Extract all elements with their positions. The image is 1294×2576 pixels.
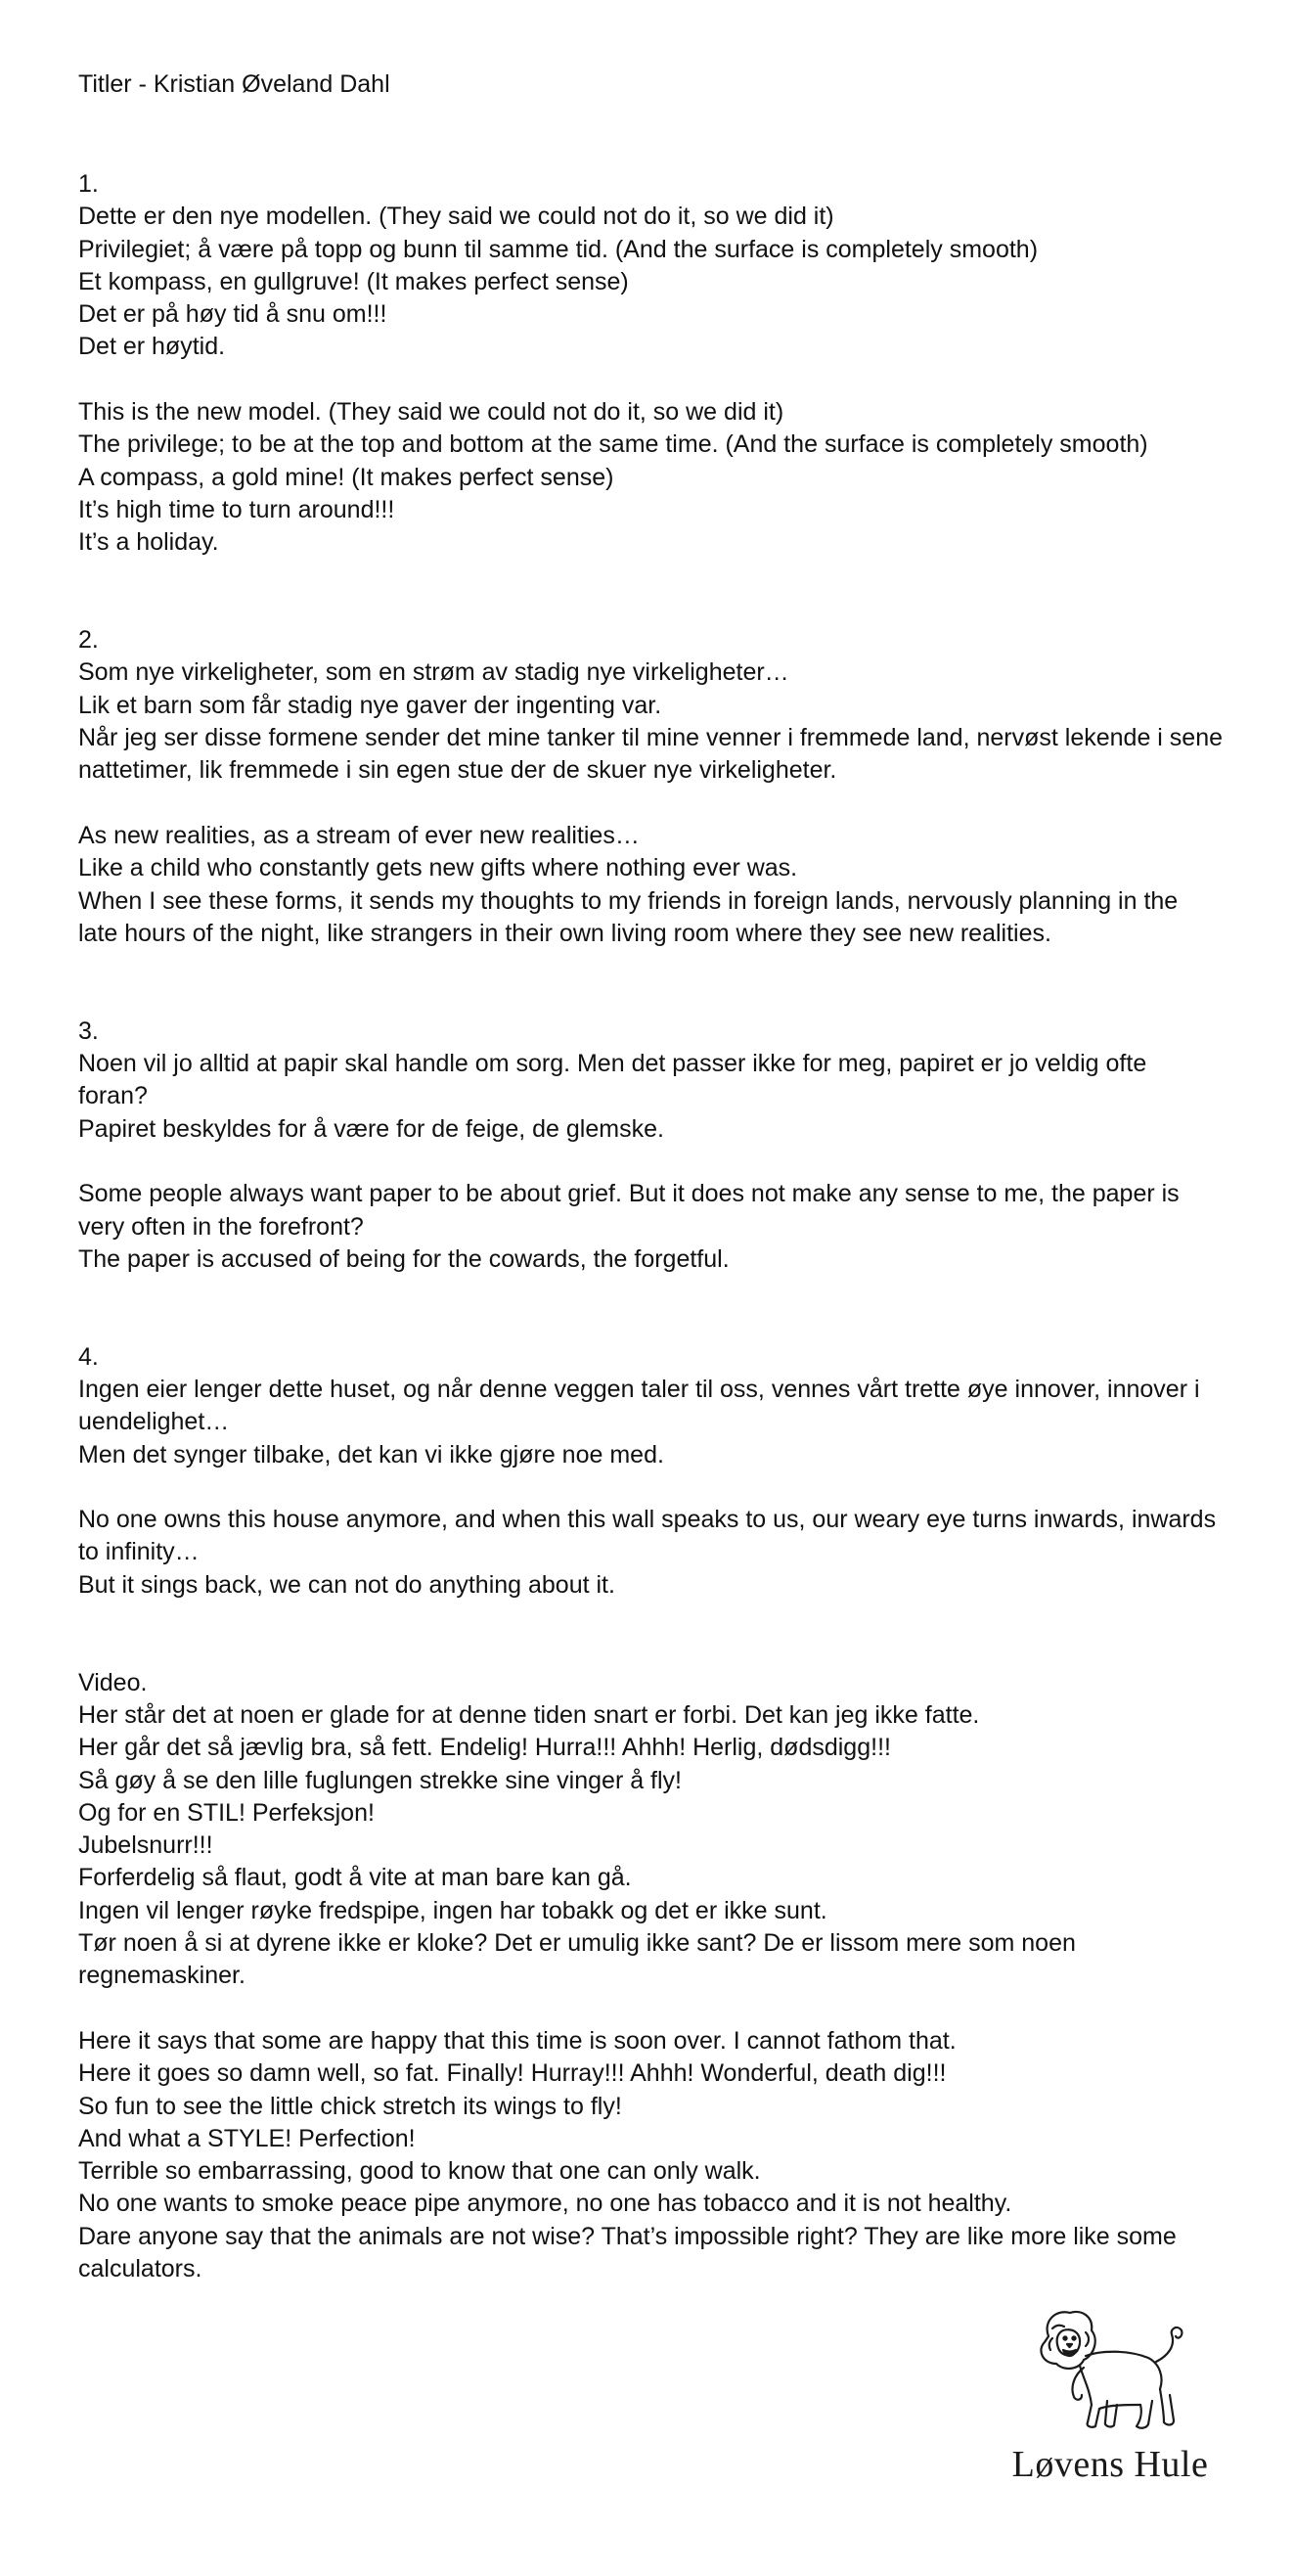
paragraph-norwegian [78, 201, 1223, 363]
text-line: Men det synger tilbake, det kan vi ikke gjøre noe med. [78, 1440, 664, 1469]
text-line: Here it says that some are happy that this time is soon over. I cannot fathom that. [78, 2026, 957, 2055]
paragraph-norwegian [78, 656, 1223, 787]
text-section [78, 1667, 1223, 2286]
text-line: As new realities, as a stream of ever new realities… [78, 821, 640, 849]
text-line: No one wants to smoke peace pipe anymore, no one has tobacco and it is not healthy. [78, 2190, 1012, 2218]
paragraph-norwegian [78, 1699, 1223, 1993]
text-line: Some people always want paper to be about grief. But it does not make any sense to me, the paper is very often in the forefront? [78, 1180, 1180, 1241]
text-line: When I see these forms, it sends my thoughts to my friends in foreign lands, nervously planning in the late hours of the night, like strangers in their own living room where they see new realities. [78, 886, 1179, 947]
paragraph-english [78, 1178, 1223, 1276]
text-line: Privilegiet; å være på topp og bunn til samme tid. (And the surface is completely smooth) [78, 235, 1039, 263]
paragraph-english [78, 2025, 1223, 2285]
text-line: Et kompass, en gullgruve! (It makes perfect sense) [78, 267, 629, 295]
text-line: Ingen vil lenger røyke fredspipe, ingen har tobakk og det er ikke sunt. [78, 1896, 827, 1924]
text-line: Jubelsnurr!!! [78, 1831, 213, 1860]
text-line: Lik et barn som får stadig nye gaver der ingenting var. [78, 691, 662, 719]
paragraph-norwegian [78, 1374, 1223, 1471]
text-line: And what a STYLE! Perfection! [78, 2124, 416, 2152]
lion-icon [1031, 2307, 1187, 2434]
text-line: Så gøy å se den lille fuglungen strekke sine vinger å fly! [78, 1766, 683, 1794]
text-line: Noen vil jo alltid at papir skal handle om sorg. Men det passer ikke for meg, papiret er jo veldig ofte foran? [78, 1050, 1147, 1110]
section-number: 2. [78, 626, 99, 655]
text-line: Når jeg ser disse formene sender det mine tanker til mine venner i fremmede land, nervøst lekende i sene nattetimer, lik fremmede i sin egen stue der de skuer nye virkeligheter. [78, 724, 1224, 785]
text-line: Forferdelig så flaut, godt å vite at man bare kan gå. [78, 1864, 632, 1892]
section-number: 3. [78, 1017, 99, 1045]
section-paragraphs [78, 656, 1223, 950]
text-line: Her står det at noen er glade for at denne tiden snart er forbi. Det kan jeg ikke fatte. [78, 1700, 980, 1729]
document-title: Titler - Kristian Øveland Dahl [78, 70, 390, 98]
text-line: The privilege; to be at the top and bottom at the same time. (And the surface is completely smooth) [78, 430, 1148, 459]
section-paragraphs [78, 1048, 1223, 1276]
text-line: The paper is accused of being for the cowards, the forgetful. [78, 1244, 730, 1273]
text-line: But it sings back, we can not do anything about it. [78, 1570, 615, 1599]
text-line: Here it goes so damn well, so fat. Finally! Hurray!!! Ahhh! Wonderful, death dig!!! [78, 2059, 947, 2088]
paragraph-english [78, 820, 1223, 950]
section-paragraphs [78, 1374, 1223, 1602]
logo [988, 2307, 1232, 2512]
document-body [78, 168, 1223, 2351]
text-line: No one owns this house anymore, and when this wall speaks to us, our weary eye turns inwards, inwards to infinity… [78, 1506, 1217, 1566]
section-number: 1. [78, 170, 99, 198]
text-section [78, 1341, 1223, 1602]
text-line: Og for en STIL! Perfeksjon! [78, 1798, 375, 1827]
text-line: Dare anyone say that the animals are not wise? That’s impossible right? They are like more like some calculators. [78, 2222, 1177, 2282]
text-line: This is the new model. (They said we could not do it, so we did it) [78, 398, 784, 427]
paragraph-english [78, 1504, 1223, 1602]
text-line: Like a child who constantly gets new gifts where nothing ever was. [78, 854, 798, 882]
text-line: Papiret beskyldes for å være for de feige, de glemske. [78, 1114, 664, 1143]
text-line: Som nye virkeligheter, som en strøm av stadig nye virkeligheter… [78, 658, 789, 687]
text-line: A compass, a gold mine! (It makes perfect sense) [78, 463, 614, 491]
text-line: Ingen eier lenger dette huset, og når denne veggen taler til oss, vennes vårt trette øye innover, innover i uendelighet… [78, 1375, 1200, 1436]
text-line: Her går det så jævlig bra, så fett. Endelig! Hurra!!! Ahhh! Herlig, dødsdigg!!! [78, 1734, 891, 1762]
text-line: Terrible so embarrassing, good to know that one can only walk. [78, 2157, 761, 2186]
text-section [78, 1016, 1223, 1276]
section-paragraphs [78, 201, 1223, 559]
section-number: 4. [78, 1342, 99, 1371]
section-number: Video. [78, 1668, 148, 1696]
text-line: Tør noen å si at dyrene ikke er kloke? Det er umulig ikke sant? De er lissom mere som noen regnemaskiner. [78, 1929, 1076, 1990]
section-paragraphs [78, 1699, 1223, 2285]
logo-wordmark: Løvens Hule [1011, 2444, 1209, 2485]
text-line: Dette er den nye modellen. (They said we could not do it, so we did it) [78, 203, 834, 231]
paragraph-english [78, 396, 1223, 559]
text-line: It’s a holiday. [78, 528, 219, 557]
text-line: It’s high time to turn around!!! [78, 495, 395, 523]
paragraph-norwegian [78, 1048, 1223, 1146]
text-section [78, 624, 1223, 950]
text-section [78, 168, 1223, 560]
text-line: Det er høytid. [78, 333, 226, 361]
text-line: So fun to see the little chick stretch its wings to fly! [78, 2092, 622, 2120]
text-line: Det er på høy tid å snu om!!! [78, 300, 387, 329]
